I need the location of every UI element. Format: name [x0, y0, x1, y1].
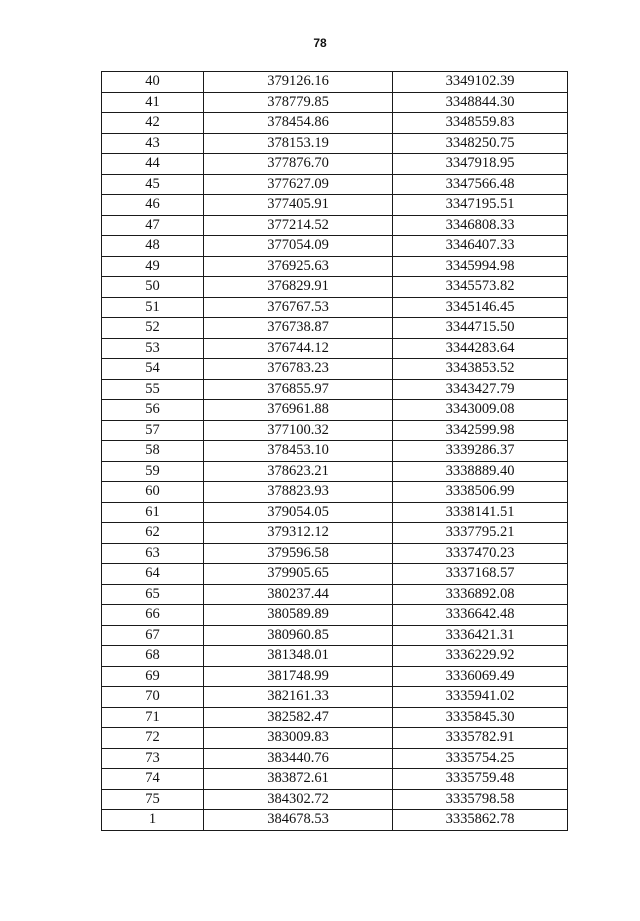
x-coordinate-cell: 377054.09	[204, 236, 393, 257]
y-coordinate-cell: 3346808.33	[393, 215, 568, 236]
y-coordinate-cell: 3337795.21	[393, 523, 568, 544]
y-coordinate-cell: 3337168.57	[393, 564, 568, 585]
y-coordinate-cell: 3335754.25	[393, 748, 568, 769]
x-coordinate-cell: 379054.05	[204, 502, 393, 523]
point-number-cell: 64	[102, 564, 204, 585]
page-number: 78	[313, 36, 327, 50]
table-row	[102, 564, 568, 585]
table-row	[102, 707, 568, 728]
y-coordinate-cell: 3348844.30	[393, 92, 568, 113]
y-coordinate-cell: 3339286.37	[393, 441, 568, 462]
point-number-cell: 50	[102, 277, 204, 298]
table-row	[102, 236, 568, 257]
table-row	[102, 728, 568, 749]
table-row	[102, 482, 568, 503]
table-row	[102, 154, 568, 175]
y-coordinate-cell: 3336229.92	[393, 646, 568, 667]
table-row	[102, 400, 568, 421]
y-coordinate-cell: 3348250.75	[393, 133, 568, 154]
table-row	[102, 687, 568, 708]
y-coordinate-cell: 3347195.51	[393, 195, 568, 216]
table-row	[102, 625, 568, 646]
point-number-cell: 40	[102, 72, 204, 93]
table-row	[102, 195, 568, 216]
x-coordinate-cell: 381748.99	[204, 666, 393, 687]
x-coordinate-cell: 379312.12	[204, 523, 393, 544]
x-coordinate-cell: 378823.93	[204, 482, 393, 503]
table-row	[102, 543, 568, 564]
x-coordinate-cell: 376961.88	[204, 400, 393, 421]
x-coordinate-cell: 378779.85	[204, 92, 393, 113]
x-coordinate-cell: 382161.33	[204, 687, 393, 708]
y-coordinate-cell: 3336421.31	[393, 625, 568, 646]
table-row	[102, 215, 568, 236]
x-coordinate-cell: 383872.61	[204, 769, 393, 790]
x-coordinate-cell: 384678.53	[204, 810, 393, 831]
y-coordinate-cell: 3335759.48	[393, 769, 568, 790]
point-number-cell: 42	[102, 113, 204, 134]
y-coordinate-cell: 3344715.50	[393, 318, 568, 339]
x-coordinate-cell: 376783.23	[204, 359, 393, 380]
point-number-cell: 62	[102, 523, 204, 544]
y-coordinate-cell: 3338889.40	[393, 461, 568, 482]
y-coordinate-cell: 3338141.51	[393, 502, 568, 523]
x-coordinate-cell: 379596.58	[204, 543, 393, 564]
x-coordinate-cell: 378153.19	[204, 133, 393, 154]
point-number-cell: 61	[102, 502, 204, 523]
point-number-cell: 51	[102, 297, 204, 318]
y-coordinate-cell: 3345146.45	[393, 297, 568, 318]
table-row	[102, 646, 568, 667]
point-number-cell: 45	[102, 174, 204, 195]
x-coordinate-cell: 378623.21	[204, 461, 393, 482]
table-row	[102, 523, 568, 544]
y-coordinate-cell: 3349102.39	[393, 72, 568, 93]
point-number-cell: 55	[102, 379, 204, 400]
table-row	[102, 605, 568, 626]
table-row	[102, 318, 568, 339]
table-row	[102, 748, 568, 769]
x-coordinate-cell: 384302.72	[204, 789, 393, 810]
y-coordinate-cell: 3346407.33	[393, 236, 568, 257]
x-coordinate-cell: 383440.76	[204, 748, 393, 769]
point-number-cell: 70	[102, 687, 204, 708]
y-coordinate-cell: 3336069.49	[393, 666, 568, 687]
table-row	[102, 461, 568, 482]
y-coordinate-cell: 3342599.98	[393, 420, 568, 441]
point-number-cell: 73	[102, 748, 204, 769]
y-coordinate-cell: 3343853.52	[393, 359, 568, 380]
table-row	[102, 769, 568, 790]
table-row	[102, 502, 568, 523]
point-number-cell: 71	[102, 707, 204, 728]
coordinate-table-body	[102, 72, 568, 831]
point-number-cell: 67	[102, 625, 204, 646]
point-number-cell: 59	[102, 461, 204, 482]
table-row	[102, 584, 568, 605]
x-coordinate-cell: 380237.44	[204, 584, 393, 605]
point-number-cell: 53	[102, 338, 204, 359]
y-coordinate-cell: 3335862.78	[393, 810, 568, 831]
point-number-cell: 1	[102, 810, 204, 831]
table-row	[102, 277, 568, 298]
y-coordinate-cell: 3344283.64	[393, 338, 568, 359]
x-coordinate-cell: 380589.89	[204, 605, 393, 626]
table-row	[102, 338, 568, 359]
x-coordinate-cell: 377405.91	[204, 195, 393, 216]
point-number-cell: 63	[102, 543, 204, 564]
x-coordinate-cell: 377214.52	[204, 215, 393, 236]
x-coordinate-cell: 380960.85	[204, 625, 393, 646]
x-coordinate-cell: 379905.65	[204, 564, 393, 585]
point-number-cell: 54	[102, 359, 204, 380]
table-row	[102, 789, 568, 810]
y-coordinate-cell: 3345994.98	[393, 256, 568, 277]
point-number-cell: 46	[102, 195, 204, 216]
y-coordinate-cell: 3343009.08	[393, 400, 568, 421]
point-number-cell: 60	[102, 482, 204, 503]
table-row	[102, 666, 568, 687]
y-coordinate-cell: 3335845.30	[393, 707, 568, 728]
point-number-cell: 44	[102, 154, 204, 175]
x-coordinate-cell: 376738.87	[204, 318, 393, 339]
point-number-cell: 58	[102, 441, 204, 462]
point-number-cell: 41	[102, 92, 204, 113]
x-coordinate-cell: 376829.91	[204, 277, 393, 298]
y-coordinate-cell: 3343427.79	[393, 379, 568, 400]
x-coordinate-cell: 378454.86	[204, 113, 393, 134]
y-coordinate-cell: 3347566.48	[393, 174, 568, 195]
point-number-cell: 52	[102, 318, 204, 339]
point-number-cell: 49	[102, 256, 204, 277]
table-row	[102, 113, 568, 134]
table-row	[102, 420, 568, 441]
x-coordinate-cell: 377100.32	[204, 420, 393, 441]
point-number-cell: 72	[102, 728, 204, 749]
table-row	[102, 810, 568, 831]
y-coordinate-cell: 3335782.91	[393, 728, 568, 749]
point-number-cell: 74	[102, 769, 204, 790]
x-coordinate-cell: 376855.97	[204, 379, 393, 400]
table-row	[102, 174, 568, 195]
y-coordinate-cell: 3335941.02	[393, 687, 568, 708]
point-number-cell: 43	[102, 133, 204, 154]
x-coordinate-cell: 376744.12	[204, 338, 393, 359]
table-row	[102, 297, 568, 318]
point-number-cell: 69	[102, 666, 204, 687]
point-number-cell: 47	[102, 215, 204, 236]
point-number-cell: 66	[102, 605, 204, 626]
table-row	[102, 256, 568, 277]
y-coordinate-cell: 3338506.99	[393, 482, 568, 503]
point-number-cell: 48	[102, 236, 204, 257]
point-number-cell: 75	[102, 789, 204, 810]
point-number-cell: 57	[102, 420, 204, 441]
x-coordinate-cell: 383009.83	[204, 728, 393, 749]
table-row	[102, 133, 568, 154]
table-row	[102, 379, 568, 400]
y-coordinate-cell: 3347918.95	[393, 154, 568, 175]
x-coordinate-cell: 382582.47	[204, 707, 393, 728]
table-row	[102, 441, 568, 462]
table-row	[102, 92, 568, 113]
point-number-cell: 65	[102, 584, 204, 605]
point-number-cell: 68	[102, 646, 204, 667]
x-coordinate-cell: 378453.10	[204, 441, 393, 462]
coordinate-table	[101, 71, 568, 831]
x-coordinate-cell: 377876.70	[204, 154, 393, 175]
x-coordinate-cell: 379126.16	[204, 72, 393, 93]
y-coordinate-cell: 3336642.48	[393, 605, 568, 626]
x-coordinate-cell: 377627.09	[204, 174, 393, 195]
x-coordinate-cell: 376925.63	[204, 256, 393, 277]
x-coordinate-cell: 376767.53	[204, 297, 393, 318]
y-coordinate-cell: 3345573.82	[393, 277, 568, 298]
table-row	[102, 359, 568, 380]
table-row	[102, 72, 568, 93]
x-coordinate-cell: 381348.01	[204, 646, 393, 667]
point-number-cell: 56	[102, 400, 204, 421]
y-coordinate-cell: 3336892.08	[393, 584, 568, 605]
y-coordinate-cell: 3348559.83	[393, 113, 568, 134]
y-coordinate-cell: 3335798.58	[393, 789, 568, 810]
y-coordinate-cell: 3337470.23	[393, 543, 568, 564]
